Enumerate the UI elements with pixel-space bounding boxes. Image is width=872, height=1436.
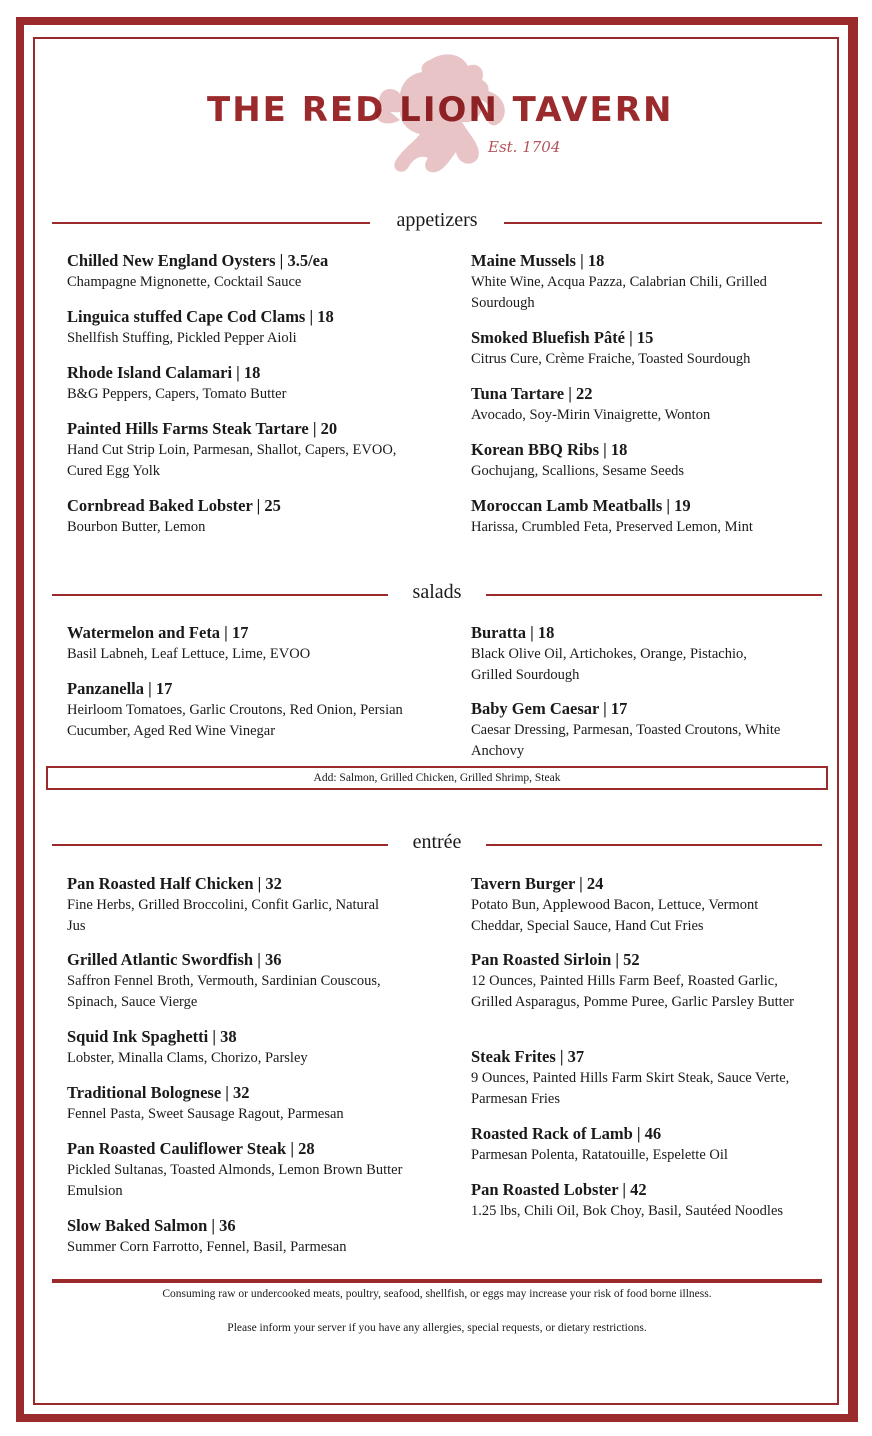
salad-add-ons: Add: Salmon, Grilled Chicken, Grilled Shrimp, Steak <box>46 766 828 790</box>
menu-item <box>67 1082 427 1125</box>
menu-item-desc: Caesar Dressing, Parmesan, Toasted Croutons, White Anchovy <box>471 722 781 759</box>
menu-item <box>471 622 791 685</box>
menu-item <box>471 1179 816 1222</box>
menu-item-name: Tavern Burger | 24 <box>471 874 604 893</box>
menu-item <box>471 383 811 426</box>
section-title-entree: entrée <box>412 831 462 853</box>
section-title-salads: salads <box>412 581 462 603</box>
menu-item-desc: Gochujang, Scallions, Sesame Seeds <box>471 463 685 479</box>
menu-item-desc: 12 Ounces, Painted Hills Farm Beef, Roasted Garlic, Grilled Asparagus, Pomme Puree, Garlic Parsley Butter <box>471 973 794 1010</box>
menu-item-name: Painted Hills Farms Steak Tartare | 20 <box>67 419 338 438</box>
menu-item-name: Smoked Bluefish Pâté | 15 <box>471 328 654 347</box>
menu-item <box>471 1123 811 1166</box>
menu-item-desc: Harissa, Crumbled Feta, Preserved Lemon, Mint <box>471 519 753 535</box>
section-entree-header <box>52 831 822 861</box>
menu-item-desc: Lobster, Minalla Clams, Chorizo, Parsley <box>67 1050 308 1066</box>
menu-item-desc: B&G Peppers, Capers, Tomato Butter <box>67 386 287 402</box>
section-salads-header <box>52 581 822 611</box>
section-rule-right <box>504 222 822 224</box>
menu-item <box>67 495 427 538</box>
menu-item <box>67 622 427 665</box>
menu-item-desc: Avocado, Soy-Mirin Vinaigrette, Wonton <box>471 407 711 423</box>
menu-item-name: Tuna Tartare | 22 <box>471 384 593 403</box>
menu-item <box>471 873 811 936</box>
menu-item-desc: 9 Ounces, Painted Hills Farm Skirt Steak, Sauce Verte, Parmesan Fries <box>471 1070 790 1107</box>
menu-item-name: Rhode Island Calamari | 18 <box>67 363 261 382</box>
menu-item-name: Baby Gem Caesar | 17 <box>471 699 628 718</box>
menu-item-desc: Fennel Pasta, Sweet Sausage Ragout, Parmesan <box>67 1106 344 1122</box>
section-rule-right <box>486 844 822 846</box>
established-year: Est. 1704 <box>488 138 561 156</box>
menu-item <box>67 306 427 349</box>
footer-rule <box>52 1279 822 1283</box>
menu-item <box>67 678 407 741</box>
menu-item-desc: 1.25 lbs, Chili Oil, Bok Choy, Basil, Sautéed Noodles <box>471 1203 784 1219</box>
menu-item-desc: Fine Herbs, Grilled Broccolini, Confit Garlic, Natural Jus <box>67 897 380 934</box>
menu-item-name: Watermelon and Feta | 17 <box>67 623 249 642</box>
menu-item-name: Cornbread Baked Lobster | 25 <box>67 496 281 515</box>
menu-item-desc: Saffron Fennel Broth, Vermouth, Sardinian Couscous, Spinach, Sauce Vierge <box>67 973 381 1010</box>
menu-item-desc: Parmesan Polenta, Ratatouille, Espelette Oil <box>471 1147 728 1163</box>
menu-item-desc: Summer Corn Farrotto, Fennel, Basil, Parmesan <box>67 1239 347 1255</box>
menu-item-name: Chilled New England Oysters | 3.5/ea <box>67 251 329 270</box>
menu-item <box>67 362 427 405</box>
menu-item-desc: Champagne Mignonette, Cocktail Sauce <box>67 274 302 290</box>
menu-item-name: Panzanella | 17 <box>67 679 173 698</box>
menu-item-name: Steak Frites | 37 <box>471 1047 585 1066</box>
menu-item-desc: Shellfish Stuffing, Pickled Pepper Aioli <box>67 330 297 346</box>
menu-item-desc: Basil Labneh, Leaf Lettuce, Lime, EVOO <box>67 646 311 662</box>
menu-item-desc: White Wine, Acqua Pazza, Calabrian Chili, Grilled Sourdough <box>471 274 767 311</box>
restaurant-name: THE RED LION TAVERN <box>207 90 674 130</box>
menu-item-name: Pan Roasted Cauliflower Steak | 28 <box>67 1139 315 1158</box>
menu-item <box>471 698 791 761</box>
menu-item-name: Linguica stuffed Cape Cod Clams | 18 <box>67 307 334 326</box>
menu-item <box>471 439 811 482</box>
food-safety-warning: Consuming raw or undercooked meats, poultry, seafood, shellfish, or eggs may increase your risk of food borne illness. <box>162 1288 712 1300</box>
menu-item-name: Pan Roasted Lobster | 42 <box>471 1180 647 1199</box>
menu-item-desc: Bourbon Butter, Lemon <box>67 519 206 535</box>
menu-item-name: Korean BBQ Ribs | 18 <box>471 440 628 459</box>
menu-item-name: Moroccan Lamb Meatballs | 19 <box>471 496 691 515</box>
menu-item-desc: Pickled Sultanas, Toasted Almonds, Lemon Brown Butter Emulsion <box>67 1162 403 1199</box>
menu-item-name: Roasted Rack of Lamb | 46 <box>471 1124 662 1143</box>
menu-item <box>67 1026 427 1069</box>
menu-item <box>67 1215 427 1258</box>
menu-item-desc: Potato Bun, Applewood Bacon, Lettuce, Vermont Cheddar, Special Sauce, Hand Cut Fries <box>471 897 759 934</box>
allergy-notice: Please inform your server if you have any allergies, special requests, or dietary restrictions. <box>227 1322 647 1334</box>
menu-item-name: Maine Mussels | 18 <box>471 251 605 270</box>
menu-item <box>67 418 397 481</box>
menu-item <box>67 250 427 293</box>
menu-item <box>67 873 387 936</box>
menu-item <box>471 327 811 370</box>
section-appetizers-header <box>52 209 822 239</box>
menu-item-name: Traditional Bolognese | 32 <box>67 1083 250 1102</box>
menu-item <box>471 250 811 313</box>
menu-item <box>67 1138 412 1201</box>
menu-item-desc: Black Olive Oil, Artichokes, Orange, Pistachio, Grilled Sourdough <box>471 646 747 683</box>
menu-item-desc: Hand Cut Strip Loin, Parmesan, Shallot, Capers, EVOO, Cured Egg Yolk <box>67 442 397 479</box>
menu-item-name: Pan Roasted Sirloin | 52 <box>471 950 640 969</box>
menu-item-name: Buratta | 18 <box>471 623 555 642</box>
section-rule-right <box>486 594 822 596</box>
menu-item-name: Squid Ink Spaghetti | 38 <box>67 1027 237 1046</box>
menu-item <box>471 495 811 538</box>
menu-item-name: Slow Baked Salmon | 36 <box>67 1216 236 1235</box>
menu-item-desc: Citrus Cure, Crème Fraiche, Toasted Sourdough <box>471 351 751 367</box>
menu-item-desc: Heirloom Tomatoes, Garlic Croutons, Red Onion, Persian Cucumber, Aged Red Wine Vinegar <box>67 702 403 739</box>
menu-item <box>471 949 816 1012</box>
menu-item-name: Grilled Atlantic Swordfish | 36 <box>67 950 282 969</box>
section-title-appetizers: appetizers <box>396 209 478 231</box>
menu-item <box>471 1046 801 1109</box>
menu-item <box>67 949 387 1012</box>
menu-item-name: Pan Roasted Half Chicken | 32 <box>67 874 282 893</box>
